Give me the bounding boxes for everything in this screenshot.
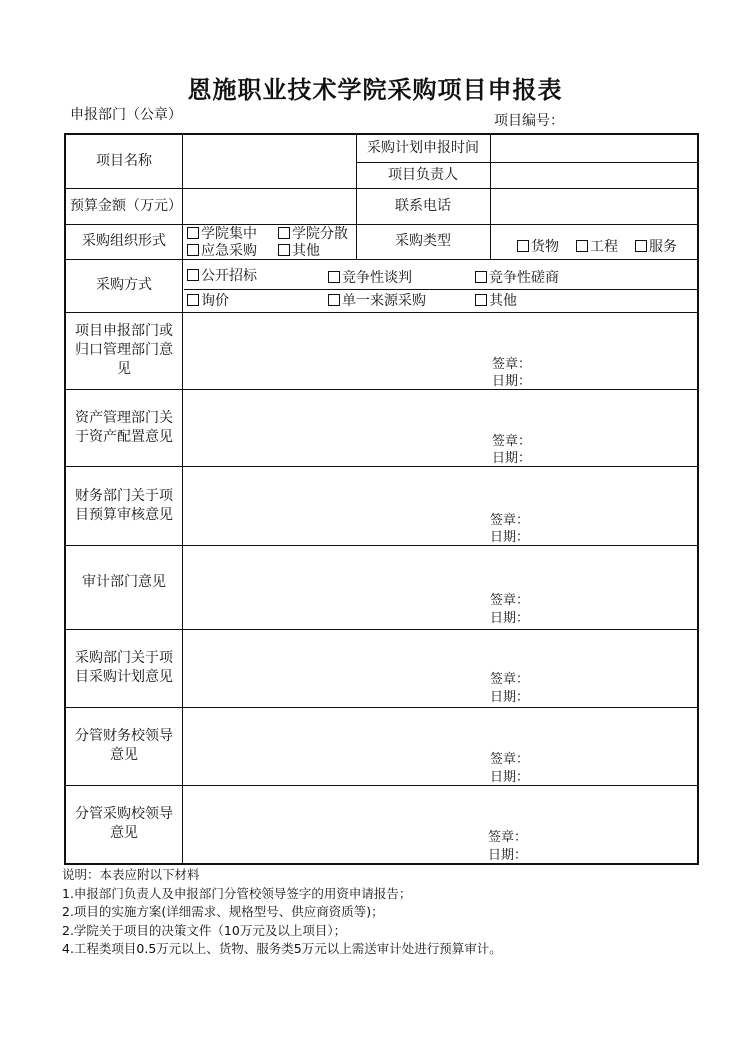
org-form-label: 采购组织形式 <box>82 233 166 249</box>
seal-label: 签章： <box>490 672 530 687</box>
method-option-4[interactable]: 询价 <box>187 293 229 309</box>
proc-method-label: 采购方式 <box>96 277 152 293</box>
opinion-label-4: 审计部门意见 <box>82 574 166 590</box>
opinion-area-2[interactable] <box>184 389 697 466</box>
contact-input[interactable] <box>490 188 697 224</box>
type-option-services[interactable]: 服务 <box>635 239 677 255</box>
seal-label: 签章： <box>490 593 530 608</box>
opinion-area-6[interactable] <box>184 707 697 785</box>
note-item: 2.项目的实施方案(详细需求、规格型号、供应商资质等)； <box>62 904 384 920</box>
proc-type-label: 采购类型 <box>395 233 451 249</box>
checkbox-icon <box>187 227 199 239</box>
checkbox-icon <box>187 244 199 256</box>
budget-input[interactable] <box>184 188 356 224</box>
opinion-label-1: 项目申报部门或归口管理部门意见 <box>75 323 173 377</box>
checkbox-icon <box>328 271 340 283</box>
method-option-5[interactable]: 单一来源采购 <box>328 293 426 309</box>
opinion-area-5[interactable] <box>184 629 697 707</box>
checkbox-icon <box>187 294 199 306</box>
project-no-label: 项目编号： <box>494 113 564 129</box>
col-divider <box>182 135 183 863</box>
checkbox-icon <box>475 294 487 306</box>
checkbox-icon <box>278 244 290 256</box>
org-option-2[interactable]: 学院分散 <box>278 226 348 242</box>
checkbox-icon <box>278 227 290 239</box>
seal-label: 签章： <box>488 830 528 845</box>
date-label: 日期： <box>490 611 530 626</box>
notes-block <box>62 866 502 959</box>
checkbox-icon <box>475 271 487 283</box>
note-item: 1.申报部门负责人及申报部门分管校领导签字的用资申请报告； <box>62 885 412 901</box>
opinion-area-7[interactable] <box>184 785 697 863</box>
org-option-1[interactable]: 学院集中 <box>187 226 257 242</box>
opinion-label-5: 采购部门关于项目采购计划意见 <box>75 650 173 685</box>
plan-time-input[interactable] <box>490 135 697 162</box>
date-label: 日期： <box>490 690 530 705</box>
opinion-label-2: 资产管理部门关于资产配置意见 <box>75 409 173 445</box>
contact-label: 联系电话 <box>395 197 451 214</box>
seal-label: 签章： <box>492 434 532 449</box>
row-divider <box>184 289 697 290</box>
org-option-3[interactable]: 应急采购 <box>187 243 257 259</box>
method-option-1[interactable]: 公开招标 <box>187 268 257 284</box>
opinion-label-6: 分管财务校领导意见 <box>75 728 173 763</box>
checkbox-icon <box>517 240 529 252</box>
note-item: 2.学院关于项目的决策文件（10万元及以上项目）； <box>62 922 347 938</box>
date-label: 日期： <box>492 374 532 389</box>
opinion-area-4[interactable] <box>184 545 697 629</box>
method-option-3[interactable]: 竞争性磋商 <box>475 270 559 286</box>
date-label: 日期： <box>490 530 530 545</box>
checkbox-icon <box>187 269 199 281</box>
date-label: 日期： <box>490 770 530 785</box>
project-name-input[interactable] <box>184 135 356 188</box>
seal-label: 签章： <box>490 513 530 528</box>
form-title: 恩施职业技术学院采购项目申报表 <box>187 75 563 104</box>
application-form-table <box>64 133 699 865</box>
owner-label: 项目负责人 <box>388 166 458 183</box>
checkbox-icon <box>576 240 588 252</box>
dept-label: 申报部门（公章） <box>70 107 182 123</box>
method-option-6[interactable]: 其他 <box>475 293 517 309</box>
note-item: 4.工程类项目0.5万元以上、货物、服务类5万元以上需送审计处进行预算审计。 <box>62 941 502 957</box>
org-option-4[interactable]: 其他 <box>278 243 320 259</box>
opinion-label-3: 财务部门关于项目预算审核意见 <box>75 487 173 523</box>
project-name-label: 项目名称 <box>96 153 152 169</box>
owner-input[interactable] <box>490 162 697 188</box>
seal-label: 签章： <box>490 752 530 767</box>
type-option-goods[interactable]: 货物 <box>517 239 559 255</box>
type-option-works[interactable]: 工程 <box>576 239 618 255</box>
date-label: 日期： <box>488 848 528 863</box>
opinion-label-7: 分管采购校领导意见 <box>75 806 173 841</box>
seal-label: 签章： <box>492 357 532 372</box>
notes-heading: 说明：本表应附以下材料 <box>62 867 200 882</box>
method-option-2[interactable]: 竞争性谈判 <box>328 270 412 286</box>
plan-time-label: 采购计划申报时间 <box>367 140 479 156</box>
budget-label: 预算金额（万元） <box>70 197 182 214</box>
checkbox-icon <box>328 294 340 306</box>
opinion-area-3[interactable] <box>184 466 697 545</box>
date-label: 日期： <box>492 451 532 466</box>
opinion-area-1[interactable] <box>184 312 697 389</box>
checkbox-icon <box>635 240 647 252</box>
